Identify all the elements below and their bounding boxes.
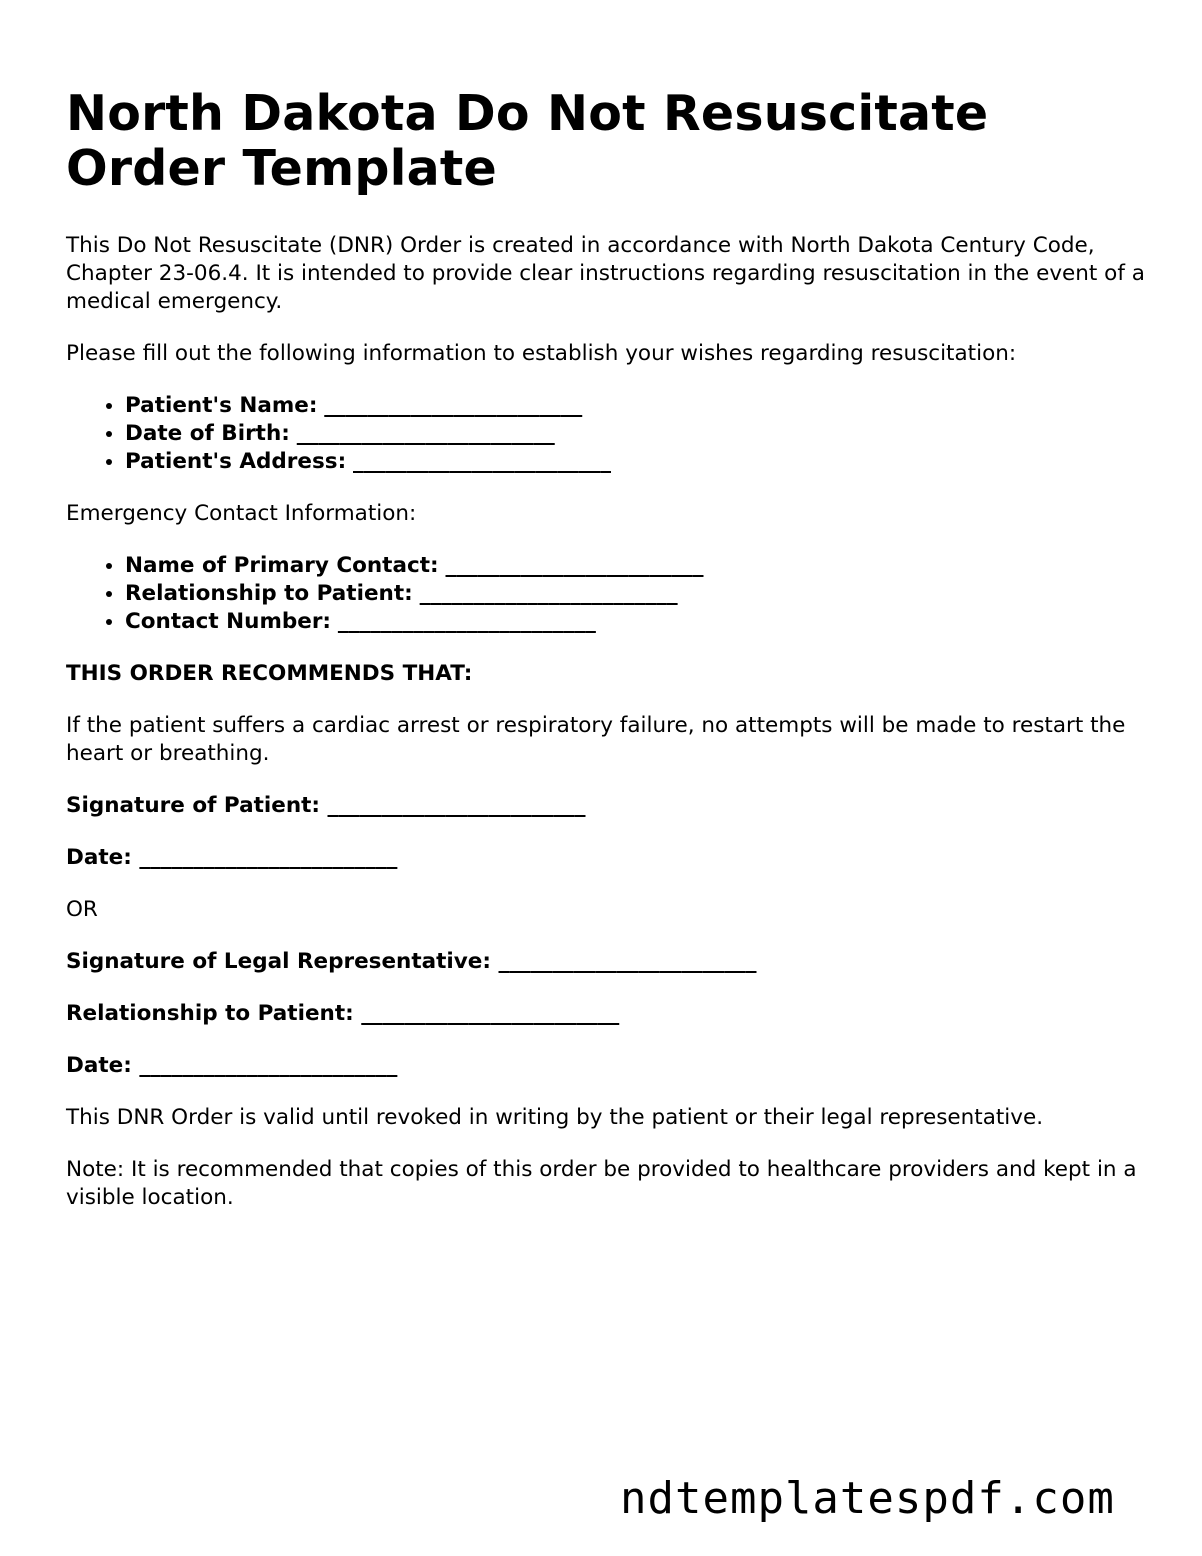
patient-signature-blank: ________________________	[327, 793, 586, 818]
patient-name-label: Patient's Name:	[125, 393, 318, 418]
patient-date-label: Date:	[66, 845, 132, 870]
patient-signature-line	[66, 792, 1146, 820]
patient-name-blank: ________________________	[324, 393, 583, 418]
rep-relationship-blank: ________________________	[361, 1001, 620, 1026]
list-item	[125, 580, 1146, 608]
document-page	[66, 86, 1146, 1236]
site-watermark: ndtemplatespdf.com	[620, 1473, 1115, 1524]
emergency-contact-heading: Emergency Contact Information:	[66, 501, 417, 526]
validity-paragraph: This DNR Order is valid until revoked in writing by the patient or their legal representative.	[66, 1105, 1044, 1130]
patient-address-blank: ________________________	[353, 449, 612, 474]
order-heading: THIS ORDER RECOMMENDS THAT:	[66, 661, 473, 686]
contact-number-blank: ________________________	[337, 609, 596, 634]
contact-relationship-label: Relationship to Patient:	[125, 581, 413, 606]
note-paragraph: Note: It is recommended that copies of this order be provided to healthcare providers and kept in a visible location.	[66, 1157, 1137, 1210]
patient-fields-list	[66, 392, 1146, 476]
list-item	[125, 608, 1146, 636]
rep-date-blank: ________________________	[139, 1053, 398, 1078]
primary-contact-blank: ________________________	[445, 553, 704, 578]
rep-signature-line	[66, 948, 1146, 976]
document-title: North Dakota Do Not Resuscitate Order Template	[66, 85, 989, 197]
contact-relationship-blank: ________________________	[419, 581, 678, 606]
rep-relationship-line	[66, 1000, 1146, 1028]
list-item	[125, 420, 1146, 448]
list-item	[125, 552, 1146, 580]
primary-contact-label: Name of Primary Contact:	[125, 553, 439, 578]
rep-relationship-label: Relationship to Patient:	[66, 1001, 354, 1026]
list-item	[125, 448, 1146, 476]
order-text: If the patient suffers a cardiac arrest or respiratory failure, no attempts will be made to restart the heart or breathing.	[66, 713, 1126, 766]
rep-date-label: Date:	[66, 1053, 132, 1078]
patient-date-blank: ________________________	[139, 845, 398, 870]
date-of-birth-blank: ________________________	[296, 421, 555, 446]
intro-paragraph: This Do Not Resuscitate (DNR) Order is created in accordance with North Dakota Century Code, Chapter 23-06.4. It is intended to provide clear instructions regarding resuscitation in the event of a medical emergency.	[66, 233, 1145, 314]
patient-signature-label: Signature of Patient:	[66, 793, 321, 818]
date-of-birth-label: Date of Birth:	[125, 421, 290, 446]
patient-address-label: Patient's Address:	[125, 449, 347, 474]
or-text: OR	[66, 897, 98, 922]
rep-signature-label: Signature of Legal Representative:	[66, 949, 491, 974]
patient-date-line	[66, 844, 1146, 872]
contact-fields-list	[66, 552, 1146, 636]
rep-date-line	[66, 1052, 1146, 1080]
list-item	[125, 392, 1146, 420]
rep-signature-blank: ________________________	[498, 949, 757, 974]
contact-number-label: Contact Number:	[125, 609, 332, 634]
instructions-paragraph: Please fill out the following information to establish your wishes regarding resuscitation:	[66, 341, 1017, 366]
